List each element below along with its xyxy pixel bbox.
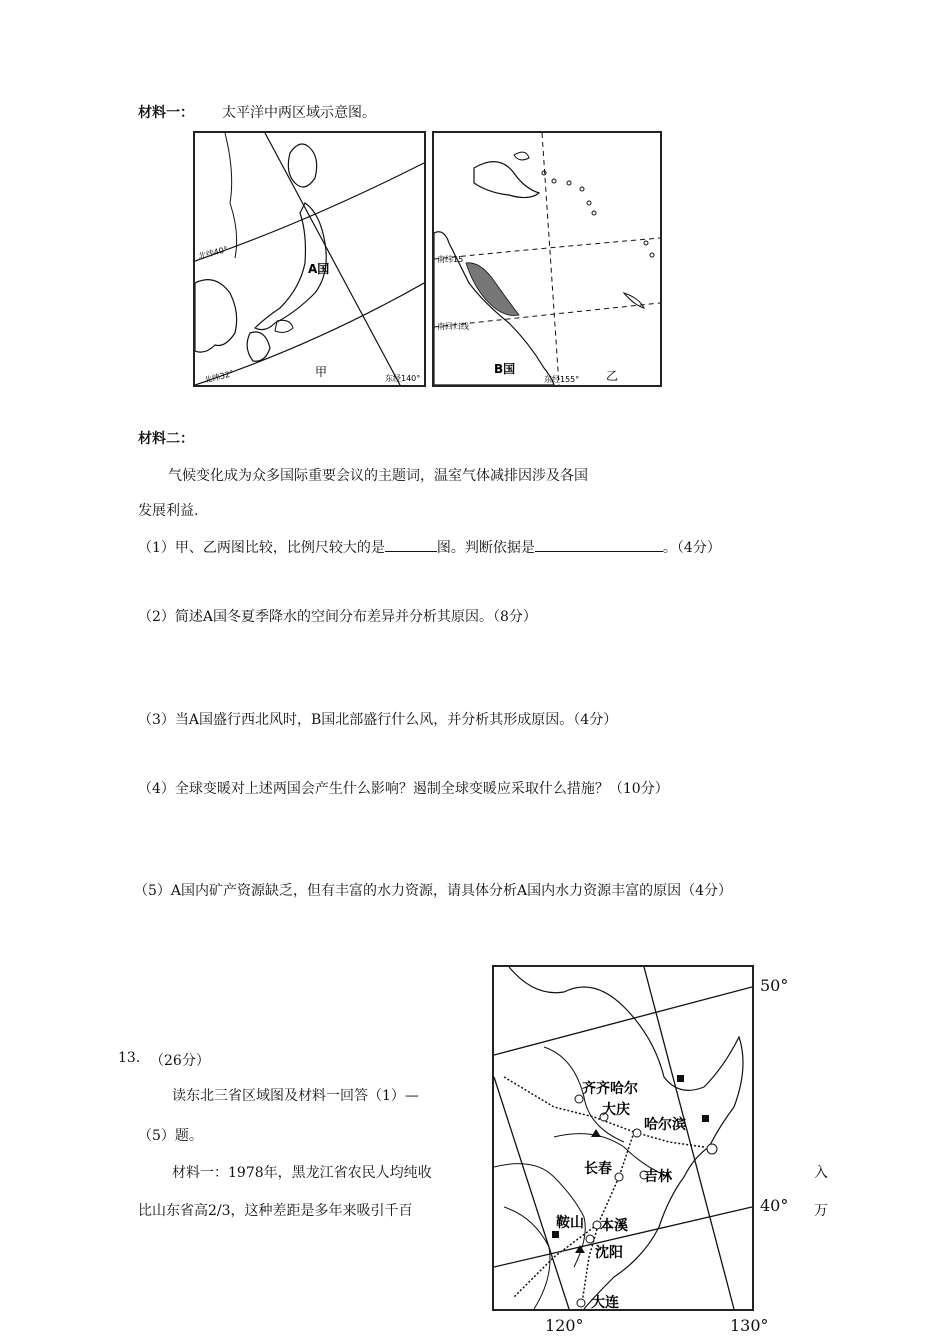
city-marker-changchun xyxy=(615,1173,623,1181)
q13-line3-tail: 入 xyxy=(814,1165,828,1181)
material2-line2: 发展利益. xyxy=(138,503,199,519)
label-daqing: 大庆 xyxy=(602,1102,630,1118)
mine-marker-3 xyxy=(552,1231,559,1238)
answer-blank-2[interactable] xyxy=(535,537,663,552)
map-jia-drawing xyxy=(195,133,424,385)
label-country-b: B国 xyxy=(494,362,516,376)
label-n32: 北纬32° xyxy=(203,368,235,385)
question-2: （2）简述A国冬夏季降水的空间分布差异并分析其原因。（8分） xyxy=(138,609,537,625)
label-dalian: 大连 xyxy=(591,1295,619,1309)
label-lon120: 120° xyxy=(545,1316,584,1335)
coast-mainland xyxy=(225,133,237,258)
lat-line-15s xyxy=(434,238,660,259)
question-4: （4）全球变暖对上述两国会产生什么影响？遏制全球变暖应采取什么措施？（10分） xyxy=(138,781,669,797)
island-dot-5 xyxy=(587,201,591,205)
label-benxi: 本溪 xyxy=(600,1218,628,1234)
map-northeast-china xyxy=(492,965,754,1311)
island-dot-2 xyxy=(552,179,556,183)
mine-marker-1 xyxy=(677,1075,684,1082)
city-marker-east xyxy=(707,1144,717,1154)
label-harbin: 哈尔滨 xyxy=(644,1117,686,1133)
q13-score: （26分） xyxy=(150,1053,210,1069)
city-marker-dalian xyxy=(577,1299,585,1307)
label-country-a: A国 xyxy=(308,262,330,276)
meridian-130e xyxy=(644,967,734,1309)
label-jilin: 吉林 xyxy=(644,1169,672,1185)
q13-line4-tail: 万 xyxy=(814,1203,828,1219)
island-dot-6 xyxy=(592,211,596,215)
question-1-part-b: 图。判断依据是 xyxy=(436,540,535,556)
q13-line1: 读东北三省区域图及材料一回答（1）— xyxy=(172,1088,419,1104)
island-dot-4 xyxy=(580,187,584,191)
island-small-1 xyxy=(514,152,529,160)
coast-korea xyxy=(195,280,237,352)
island-hokkaido xyxy=(288,144,316,187)
q13-line2: （5）题。 xyxy=(138,1128,203,1144)
question-5: （5）A国内矿产资源缺乏，但有丰富的水力资源，请具体分析A国内水力资源丰富的原因（4分） xyxy=(134,883,733,899)
island-new-guinea xyxy=(474,162,539,198)
island-dot-7 xyxy=(644,241,648,245)
label-lat40: 40° xyxy=(760,1196,789,1215)
island-kyushu xyxy=(247,332,270,361)
lat-line-40n xyxy=(494,1207,752,1267)
lat-line-50n xyxy=(494,987,752,1055)
map-ne-drawing xyxy=(494,967,752,1309)
label-map-name-yi: 乙 xyxy=(606,369,619,383)
mine-marker-2 xyxy=(702,1115,709,1122)
island-dot-8 xyxy=(650,253,654,257)
label-shenyang: 沈阳 xyxy=(595,1245,623,1261)
map-yi-drawing xyxy=(434,133,660,385)
q13-line3: 材料一：1978年，黑龙江省农民人均纯收 xyxy=(172,1165,432,1181)
material2-label: 材料二： xyxy=(138,431,194,447)
label-changchun: 长春 xyxy=(584,1161,612,1177)
label-n40: 北纬40° xyxy=(197,244,229,261)
map-jia xyxy=(193,131,426,387)
label-tropic: 南回归线 xyxy=(437,322,469,331)
question-1 xyxy=(138,537,721,557)
label-map-name-jia: 甲 xyxy=(315,365,328,379)
label-e140: 东经140° xyxy=(385,374,421,383)
label-lon130: 130° xyxy=(730,1316,769,1335)
oil-marker-1 xyxy=(591,1129,601,1137)
meridian-140e xyxy=(265,133,400,385)
label-s15: 南纬15 xyxy=(437,255,464,264)
material2-line1: 气候变化成为众多国际重要会议的主题词，温室气体减排因涉及各国 xyxy=(168,468,588,484)
island-dot-3 xyxy=(567,181,571,185)
q13-number: 13. xyxy=(118,1050,141,1066)
question-3: （3）当A国盛行西北风时，B国北部盛行什么风，并分析其形成原因。（4分） xyxy=(138,712,618,728)
coast-liaodong xyxy=(504,1207,550,1309)
label-e155: 东经155° xyxy=(544,375,580,384)
city-marker-shenyang xyxy=(586,1235,594,1243)
label-anshan: 鞍山 xyxy=(556,1215,584,1231)
question-1-part-a: （1）甲、乙两图比较，比例尺较大的是 xyxy=(138,540,385,556)
map-yi xyxy=(432,131,662,387)
q13-line4: 比山东省高2/3，这种差距是多年来吸引千百 xyxy=(138,1203,413,1219)
label-qiqihar: 齐齐哈尔 xyxy=(582,1081,638,1097)
border-northeast xyxy=(509,967,743,1309)
material1-caption: 太平洋中两区域示意图。 xyxy=(222,105,376,121)
material1-label: 材料一： xyxy=(138,105,194,121)
answer-blank-1[interactable] xyxy=(385,537,437,552)
lat-line-40n xyxy=(195,163,424,261)
label-lat50: 50° xyxy=(760,976,789,995)
island-dot-1 xyxy=(542,171,546,175)
meridian-120e xyxy=(494,1077,569,1309)
question-1-part-c: 。（4分） xyxy=(662,540,721,556)
city-marker-harbin xyxy=(633,1129,641,1137)
